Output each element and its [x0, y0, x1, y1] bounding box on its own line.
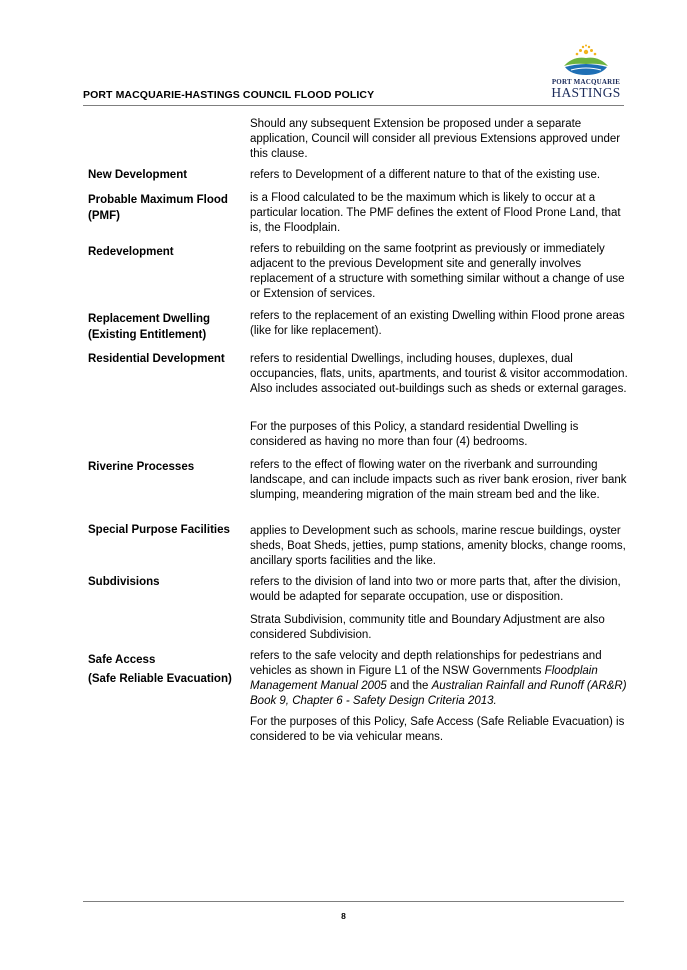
council-logo	[551, 42, 621, 100]
definition-safe-access-conjunction: and the	[386, 680, 432, 692]
sun-hills-logo-icon	[551, 42, 621, 78]
term-probable-maximum-flood: Probable Maximum Flood (PMF)	[88, 194, 228, 222]
term-residential-development: Residential Development	[88, 353, 225, 365]
definition-riverine-processes: refers to the effect of flowing water on the riverbank and surrounding landscape, and can include impacts such as river bank erosion, river bank slumping, meandering migration of the main stream bed and the like.	[250, 459, 627, 501]
extension-continuation-text: Should any subsequent Extension be proposed under a separate application, Council will consider all previous Extensions approved under this clause.	[250, 118, 621, 160]
term-subdivisions: Subdivisions	[88, 576, 160, 588]
logo-text-port-macquarie: PORT MACQUARIE	[551, 78, 621, 86]
term-redevelopment: Redevelopment	[88, 246, 174, 258]
definition-residential-development-note: For the purposes of this Policy, a standard residential Dwelling is considered as having no more than four (4) bedrooms.	[250, 421, 579, 448]
term-new-development: New Development	[88, 169, 188, 181]
term-safe-reliable-evacuation: (Safe Reliable Evacuation)	[88, 673, 232, 685]
citation-floodplain-manual: Floodplain Management Manual 2005	[250, 665, 598, 692]
term-riverine-processes: Riverine Processes	[88, 461, 195, 473]
header-rule	[83, 105, 624, 106]
document-header-title: PORT MACQUARIE-HASTINGS COUNCIL FLOOD POLICY	[83, 89, 375, 101]
definition-safe-access-note: For the purposes of this Policy, Safe Access (Safe Reliable Evacuation) is considered to be via vehicular means.	[250, 716, 625, 743]
definition-special-purpose-facilities: applies to Development such as schools, marine rescue buildings, oyster sheds, Boat Sheds, jetties, pump stations, amenity blocks, change rooms, ancillary sports facilities and the like.	[250, 525, 626, 567]
definition-new-development: refers to Development of a different nature to that of the existing use.	[250, 169, 601, 181]
footer-rule	[83, 901, 624, 902]
definition-safe-access	[250, 649, 628, 709]
definition-probable-maximum-flood: is a Flood calculated to be the maximum which is likely to occur at a particular location. The PMF defines the extent of Flood Prone Land, that is, the Floodplain.	[250, 192, 621, 234]
logo-text-hastings: HASTINGS	[551, 85, 621, 100]
term-safe-access: Safe Access	[88, 654, 156, 666]
citation-australian-rainfall-runoff: Australian Rainfall and Runoff (AR&R) Book 9, Chapter 6 - Safety Design Criteria 2013.	[250, 680, 627, 707]
definition-residential-development: refers to residential Dwellings, including houses, duplexes, dual occupancies, flats, units, apartments, and tourist & visitor accommodation. Also includes associated out-buildings such as sheds or external garages.	[250, 353, 628, 395]
page-number: 8	[341, 911, 346, 921]
term-special-purpose-facilities: Special Purpose Facilities	[88, 524, 230, 536]
definition-safe-access-text: refers to the safe velocity and depth relationships for pedestrians and vehicles as shown in Figure L1 of the NSW Governments	[250, 650, 602, 677]
definition-subdivisions: refers to the division of land into two or more parts that, after the division, would be adapted for separate occupation, use or disposition.	[250, 576, 621, 603]
definition-replacement-dwelling: refers to the replacement of an existing Dwelling within Flood prone areas (like for like replacement).	[250, 310, 625, 337]
definition-redevelopment: refers to rebuilding on the same footprint as previously or immediately adjacent to the previous Development site and generally involves replacement of a structure with something similar without a change of use or Extension of services.	[250, 243, 625, 300]
term-replacement-dwelling: Replacement Dwelling (Existing Entitlement)	[88, 313, 211, 341]
definition-subdivisions-note: Strata Subdivision, community title and Boundary Adjustment are also considered Subdivision.	[250, 614, 605, 641]
